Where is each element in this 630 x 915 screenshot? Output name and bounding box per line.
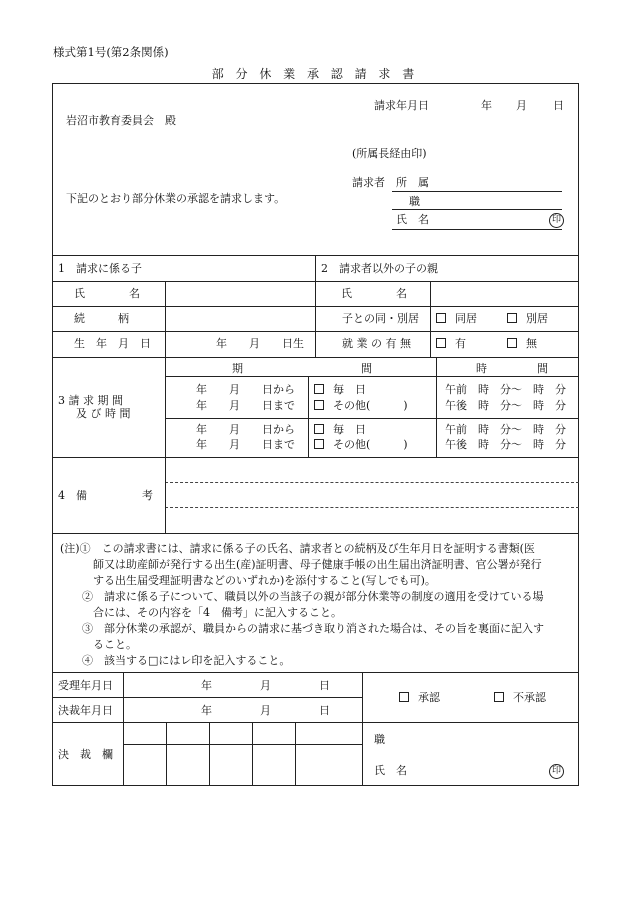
requester-label: 請求者 [352, 176, 385, 189]
period1-other[interactable]: その他( ) [314, 400, 408, 411]
year-label: 年 [481, 99, 492, 112]
approver-seal [549, 764, 564, 779]
checkbox-icon[interactable] [507, 338, 517, 348]
checkbox-icon[interactable] [314, 400, 324, 410]
received-date-label: 受理年月日 [58, 679, 113, 692]
rule [165, 357, 166, 533]
decided-date-label: 決裁年月日 [58, 704, 113, 717]
period2-to: 年 月 日まで [196, 438, 295, 451]
checkbox-icon[interactable] [314, 439, 324, 449]
note-line: ③ 部分休業の承認が、職員からの請求に基づき取り消された場合は、その旨を裏面に記入す [60, 622, 544, 635]
dashed-rule [165, 482, 579, 483]
period2-am: 午前 時 分～ 時 分 [445, 423, 566, 436]
approve-option[interactable]: 承認 [399, 692, 440, 703]
child-name-label: 氏 名 [74, 287, 140, 300]
checkbox-icon[interactable] [399, 692, 409, 702]
month-label: 月 [516, 99, 527, 112]
checkbox-icon[interactable] [314, 384, 324, 394]
day-label: 日 [553, 99, 564, 112]
dashed-rule [165, 507, 579, 508]
employment-option-yes[interactable]: 有 [436, 338, 466, 349]
cohab-option-separate[interactable]: 別居 [507, 313, 548, 324]
position-label: 職 [409, 195, 420, 208]
checkbox-icon[interactable] [507, 313, 517, 323]
rule [430, 281, 431, 357]
rule [165, 376, 579, 377]
period2-other[interactable]: その他( ) [314, 439, 408, 450]
received-month: 月 [260, 679, 271, 692]
name-label: 氏 名 [396, 213, 429, 226]
employment-label: 就 業 の 有 無 [342, 337, 411, 350]
underline [392, 209, 562, 210]
child-relation-label: 続 柄 [74, 312, 129, 325]
underline [392, 191, 562, 192]
checkbox-icon[interactable] [436, 313, 446, 323]
rule [123, 672, 124, 786]
reject-option[interactable]: 不承認 [494, 692, 546, 703]
rule [295, 722, 296, 786]
approver-name-label: 氏 名 [374, 764, 407, 777]
rule [52, 533, 579, 534]
rule [209, 722, 210, 786]
checkbox-icon[interactable] [494, 692, 504, 702]
rule [52, 357, 579, 358]
period2-from: 年 月 日から [196, 423, 295, 436]
rule [123, 744, 362, 745]
approver-position-label: 職 [374, 733, 385, 746]
rule [362, 672, 363, 786]
period1-from: 年 月 日から [196, 383, 295, 396]
seal-icon: 印 [549, 764, 564, 779]
underline [392, 229, 562, 230]
other-parent-name-label: 氏 名 [341, 287, 407, 300]
note-line: ること。 [60, 638, 137, 651]
checkbox-icon[interactable] [436, 338, 446, 348]
via-supervisor: (所属長経由印) [352, 147, 427, 160]
addressee: 岩沼市教育委員会 殿 [66, 114, 176, 127]
rule [165, 281, 166, 357]
rule [308, 376, 309, 457]
checkbox-icon[interactable] [314, 424, 324, 434]
period2-pm: 午後 時 分～ 時 分 [445, 438, 566, 451]
document-title: 部 分 休 業 承 認 請 求 書 [211, 67, 419, 81]
period-header: 期 [232, 362, 243, 375]
decided-month: 月 [260, 704, 271, 717]
note-line: 師又は助産師が発行する出生(産)証明書、母子健康手帳の出生届出済証明書、官公署が発行 [60, 558, 542, 571]
rule [52, 722, 579, 723]
rule [165, 418, 579, 419]
rule [52, 457, 579, 458]
rule [436, 357, 437, 457]
seal-mark [549, 213, 564, 228]
section1-title: 1 請求に係る子 [58, 262, 142, 275]
child-dob-label: 生 年 月 日 [74, 337, 151, 350]
time-header: 時 [476, 362, 487, 375]
period-header-2: 間 [361, 362, 372, 375]
child-dob-value: 年 月 日生 [216, 337, 304, 350]
note-line: (注)① この請求書には、請求に係る子の氏名、請求者との続柄及び生年月日を証明する書類(医 [60, 542, 535, 555]
seal-icon: 印 [549, 213, 564, 228]
affiliation-label: 所 属 [396, 176, 429, 189]
section3-title-line1: 3 請 求 期 間 [58, 394, 123, 407]
received-year: 年 [201, 679, 212, 692]
note-line: する出生届受理証明書などのいずれか)を添付すること(写しでも可)。 [60, 574, 436, 587]
section4-title: 4 備 考 [58, 489, 153, 502]
employment-option-no[interactable]: 無 [507, 338, 537, 349]
approval-column-label: 決 裁 欄 [58, 748, 113, 761]
received-day: 日 [319, 679, 330, 692]
rule [252, 722, 253, 786]
decided-year: 年 [201, 704, 212, 717]
rule [315, 255, 316, 357]
section2-title: 2 請求者以外の子の親 [321, 262, 438, 275]
note-line: 合には、その内容を「4 備考」に記入すること。 [60, 606, 342, 619]
rule [166, 722, 167, 786]
period1-am: 午前 時 分～ 時 分 [445, 383, 566, 396]
decided-day: 日 [319, 704, 330, 717]
period1-pm: 午後 時 分～ 時 分 [445, 399, 566, 412]
period1-to: 年 月 日まで [196, 399, 295, 412]
rule [52, 672, 579, 673]
period2-daily[interactable]: 毎 日 [314, 424, 366, 435]
time-header-2: 間 [537, 362, 548, 375]
request-statement: 下記のとおり部分休業の承認を請求します。 [66, 192, 286, 205]
rule [52, 697, 362, 698]
period1-daily[interactable]: 毎 日 [314, 384, 366, 395]
cohab-option-together[interactable]: 同居 [436, 313, 477, 324]
note-line: ④ 該当する□にはレ印を記入すること。 [60, 654, 291, 667]
cohabitation-label: 子との同・別居 [342, 312, 419, 325]
form-reference: 様式第1号(第2条関係) [53, 45, 169, 59]
request-date-label: 請求年月日 [374, 99, 429, 112]
section3-title-line2: 及 び 時 間 [76, 407, 131, 420]
note-line: ② 請求に係る子について、職員以外の当該子の親が部分休業等の制度の適用を受けている場 [60, 590, 544, 603]
